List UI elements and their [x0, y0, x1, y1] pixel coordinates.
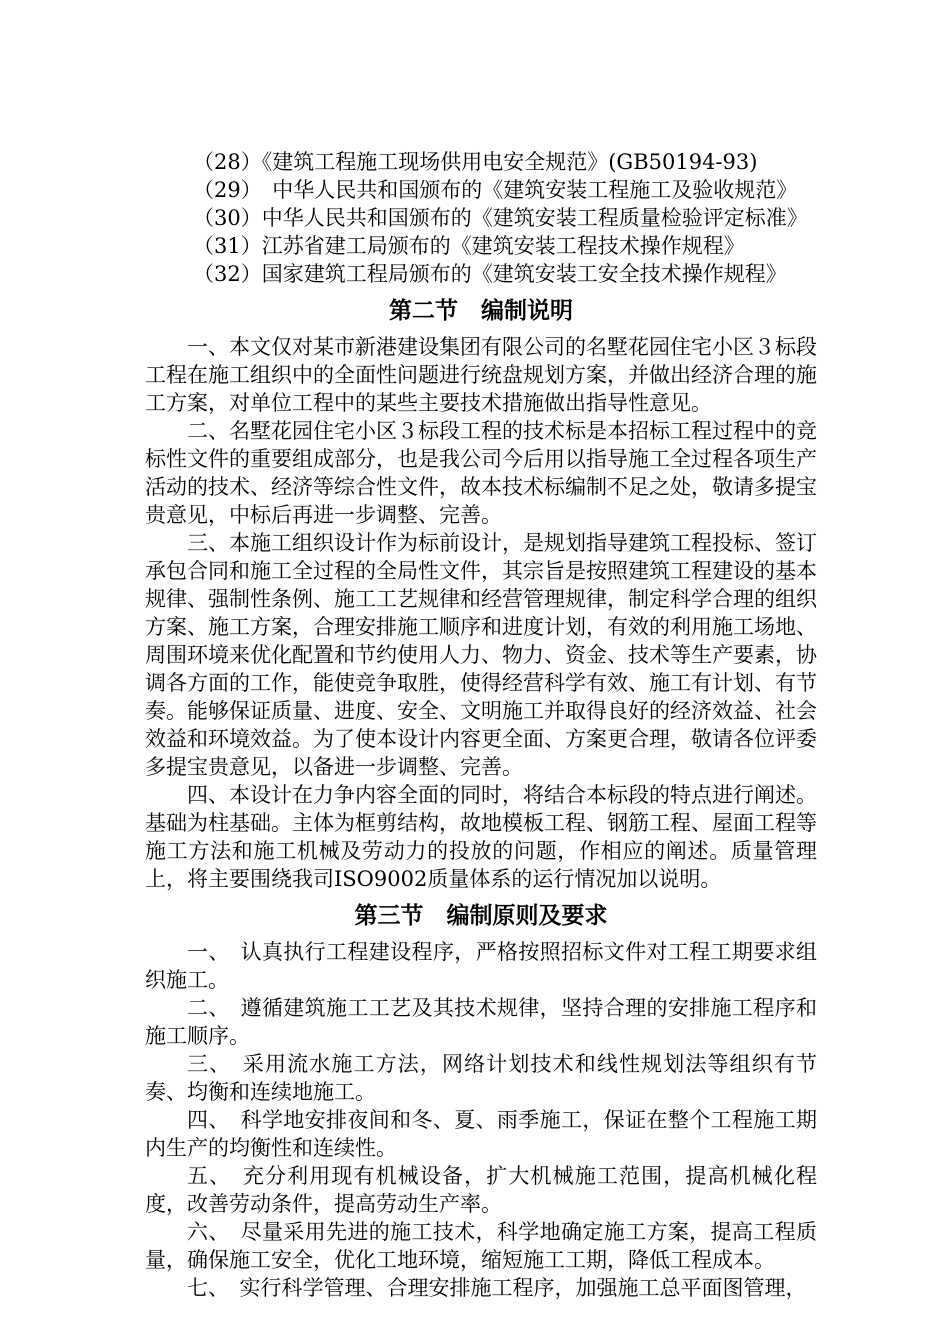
section-3-paragraph-6: 六、 尽量采用先进的施工技术，科学地确定施工方案，提高工程质量，确保施工安全，优化工地环境，缩短施工工期，降低工程成本。 [145, 1220, 817, 1272]
document-page [145, 148, 817, 1302]
section-3-paragraph-5: 五、 充分利用现有机械设备，扩大机械施工范围，提高机械化程度，改善劳动条件，提高劳动生产率。 [145, 1164, 817, 1216]
reference-item-30: （30）中华人民共和国颁布的《建筑安装工程质量检验评定标准》 [193, 206, 808, 230]
section-2-paragraph-3: 三、本施工组织设计作为标前设计，是规划指导建筑工程投标、签订承包合同和施工全过程的全局性文件，其宗旨是按照建筑工程建设的基本规律、强制性条例、施工工艺规律和经营管理规律，制定科学合理的组织方案、施工方案，合理安排施工顺序和进度计划，有效的利用施工场地、周围环境来优化配置和节约使用人力、物力、资金、技术等生产要素，协调各方面的工作，能使竞争取胜，使得经营科学有效、施工有计划、有节奏。能够保证质量、进度、安全、文明施工并取得良好的经济效益、社会效益和环境效益。为了使本设计内容更全面、方案更合理，敬请各位评委多提宝贵意见，以备进一步调整、完善。 [145, 531, 817, 779]
section-2-paragraph-2: 二、名墅花园住宅小区３标段工程的技术标是本招标工程过程中的竞标性文件的重要组成部分，也是我公司今后用以指导施工全过程各项生产活动的技术、经济等综合性文件，故本技术标编制不足之处，敬请多提宝贵意见，中标后再进一步调整、完善。 [145, 419, 817, 527]
section-3-paragraph-3: 三、 采用流水施工方法，网络计划技术和线性规划法等组织有节奏、均衡和连续地施工。 [145, 1052, 817, 1104]
section-3-paragraph-4: 四、 科学地安排夜间和冬、夏、雨季施工，保证在整个工程施工期内生产的均衡性和连续性。 [145, 1108, 817, 1160]
section-3-paragraph-2: 二、 遵循建筑施工工艺及其技术规律，坚持合理的安排施工程序和施工顺序。 [145, 996, 817, 1048]
section-3-paragraph-1: 一、 认真执行工程建设程序，严格按照招标文件对工程工期要求组织施工。 [145, 940, 817, 992]
section-2-title: 第二节 编制说明 [389, 297, 573, 324]
reference-item-31: （31）江苏省建工局颁布的《建筑安装工程技术操作规程》 [193, 234, 745, 258]
section-3-title: 第三节 编制原则及要求 [354, 902, 608, 929]
reference-item-32: （32）国家建筑工程局颁布的《建筑安装工安全技术操作规程》 [193, 262, 787, 286]
section-2-paragraph-4: 四、本设计在力争内容全面的同时，将结合本标段的特点进行阐述。基础为柱基础。主体为框剪结构，故地模板工程、钢筋工程、屋面工程等施工方法和施工机械及劳动力的投放的问题，作相应的阐述。质量管理上，将主要围绕我司ISO9002质量体系的运行情况加以说明。 [145, 783, 817, 891]
reference-item-29: （29） 中华人民共和国颁布的《建筑安装工程施工及验收规范》 [193, 178, 798, 202]
reference-item-28: （28）《建筑工程施工现场供用电安全规范》(GB50194-93) [193, 150, 758, 174]
section-3-paragraph-7: 七、 实行科学管理、合理安排施工程序，加强施工总平面图管理， [187, 1276, 807, 1300]
section-2-paragraph-1: 一、本文仅对某市新港建设集团有限公司的名墅花园住宅小区３标段工程在施工组织中的全面性问题进行统盘规划方案，并做出经济合理的施工方案，对单位工程中的某些主要技术措施做出指导性意见。 [145, 335, 817, 415]
